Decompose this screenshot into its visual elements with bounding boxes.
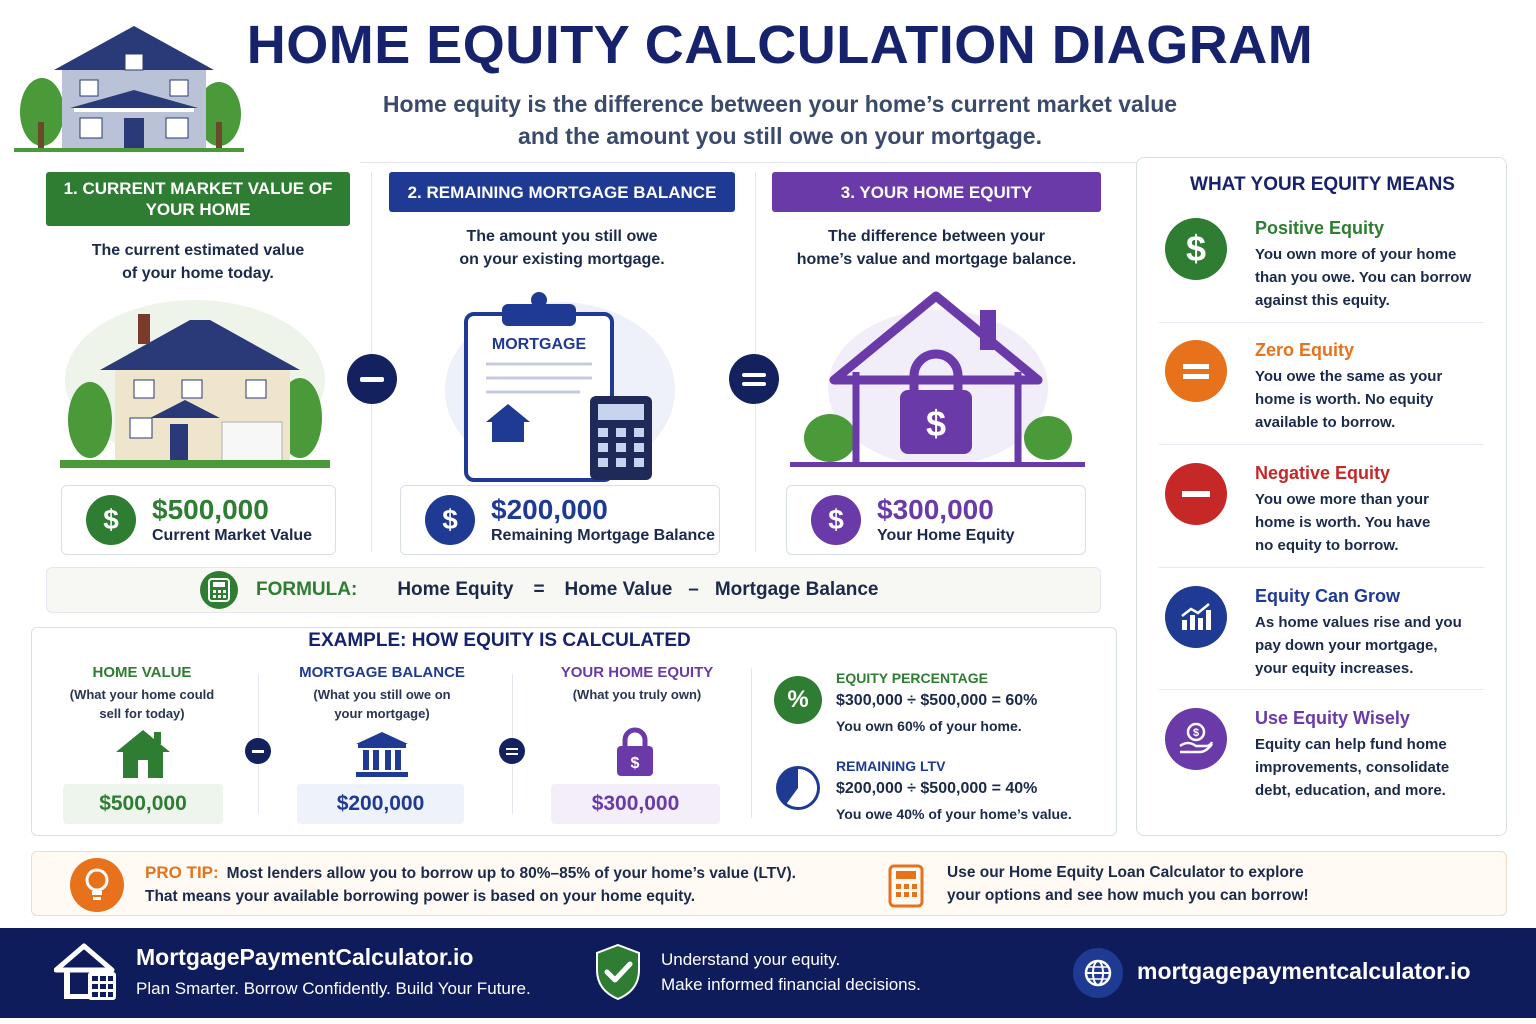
mortgage-document-label: MORTGAGE bbox=[491, 336, 587, 353]
remaining-balance-label: Remaining Mortgage Balance bbox=[491, 527, 716, 544]
equals-icon bbox=[499, 738, 525, 764]
use-equity-wisely-item: $ Use Equity Wisely Equity can help fund home improvements, consolidate debt, education, and more. bbox=[1165, 708, 1485, 802]
calculator-cta-text[interactable]: Use our Home Equity Loan Calculator to explore your options and see how much you can borrow! bbox=[947, 864, 1309, 904]
market-value-house-illustration bbox=[60, 300, 330, 470]
footer-tagline: Plan Smarter. Borrow Confidently. Build Your Future. bbox=[136, 979, 531, 998]
svg-text:$: $ bbox=[1192, 727, 1200, 739]
equals-icon bbox=[1165, 340, 1227, 402]
formula-label: FORMULA: bbox=[256, 579, 358, 600]
dollar-icon: $ bbox=[1165, 218, 1227, 280]
remaining-ltv-stat: REMAINING LTV $200,000 ÷ $500,000 = 40% You owe 40% of your home’s value. bbox=[836, 758, 1072, 822]
equity-meanings-panel bbox=[1136, 157, 1507, 836]
step-1-heading: 1. CURRENT MARKET VALUE OF YOUR HOME bbox=[46, 172, 350, 226]
zero-equity-item: Zero Equity You owe the same as your home is worth. No equity available to borrow. bbox=[1165, 340, 1485, 434]
formula-home-equity: Home Equity bbox=[397, 579, 514, 600]
remaining-balance-amount: $200,000 bbox=[491, 494, 608, 525]
house-icon bbox=[114, 728, 172, 783]
dollar-icon: $ bbox=[86, 495, 136, 545]
example-home-value-box: $500,000 bbox=[63, 784, 223, 824]
footer-brand-block bbox=[136, 944, 531, 999]
divider bbox=[1159, 567, 1484, 568]
formula-home-value: Home Value bbox=[564, 579, 673, 600]
lock-icon bbox=[615, 726, 655, 783]
header-house-illustration bbox=[14, 22, 244, 152]
divider bbox=[1159, 689, 1484, 690]
dollar-icon: $ bbox=[425, 495, 475, 545]
remaining-balance-card bbox=[400, 485, 720, 555]
home-equity-card bbox=[786, 485, 1086, 555]
pro-tip-label: PRO TIP: bbox=[145, 863, 219, 882]
mortgage-document-illustration bbox=[440, 290, 680, 482]
growth-chart-icon bbox=[1165, 586, 1227, 648]
minus-icon bbox=[245, 738, 271, 764]
svg-text:$: $ bbox=[925, 403, 947, 444]
step-3-description: The difference between your home’s value and mortgage balance. bbox=[796, 228, 1077, 268]
example-home-equity-box: $300,000 bbox=[551, 784, 720, 824]
current-market-value-card bbox=[61, 485, 336, 555]
calculator-icon bbox=[200, 571, 238, 609]
formula-bar bbox=[46, 567, 1101, 613]
shield-check-icon bbox=[593, 942, 643, 1007]
footer-brand[interactable]: MortgagePaymentCalculator.io bbox=[136, 944, 474, 970]
equity-meanings-title: WHAT YOUR EQUITY MEANS bbox=[1190, 174, 1455, 195]
pro-tip-banner bbox=[31, 851, 1507, 916]
home-equity-label: Your Home Equity bbox=[877, 527, 1015, 544]
step-2-description: The amount you still owe on your existing mortgage. bbox=[459, 228, 665, 268]
minus-icon bbox=[1165, 463, 1227, 525]
example-mortgage-balance-box: $200,000 bbox=[297, 784, 464, 824]
divider bbox=[1159, 444, 1484, 445]
home-equity-lock-illustration bbox=[790, 288, 1085, 468]
stats-divider bbox=[751, 668, 752, 818]
bank-icon bbox=[354, 730, 410, 783]
positive-equity-item: $ Positive Equity You own more of your home than you owe. You can borrow against this equity. bbox=[1165, 218, 1485, 312]
house-calculator-logo-icon bbox=[54, 942, 118, 1007]
equals-operator-icon bbox=[729, 354, 779, 404]
formula-mortgage-balance: Mortgage Balance bbox=[714, 579, 879, 600]
svg-text:$: $ bbox=[630, 755, 640, 772]
globe-icon bbox=[1073, 948, 1123, 998]
calculator-icon bbox=[888, 864, 924, 913]
negative-equity-item: Negative Equity You owe more than your home is worth. You have no equity to borrow. bbox=[1165, 463, 1485, 557]
home-equity-amount: $300,000 bbox=[877, 494, 994, 525]
example-panel bbox=[31, 627, 1117, 836]
example-home-equity: YOUR HOME EQUITY (What you truly own) bbox=[560, 664, 714, 702]
subtitle-underline bbox=[360, 162, 1180, 163]
pro-tip-text: PRO TIP: Most lenders allow you to borrow up to 80%–85% of your home’s value (LTV). That means your available borrowing power is based on your home equity. bbox=[145, 863, 796, 905]
current-market-value-amount: $500,000 bbox=[152, 494, 269, 525]
equity-percentage-stat: EQUITY PERCENTAGE $300,000 ÷ $500,000 = 60% You own 60% of your home. bbox=[836, 670, 1038, 734]
step-1-description: The current estimated value of your home today. bbox=[91, 242, 305, 282]
minus-operator-icon bbox=[347, 354, 397, 404]
footer-message: Understand your equity. Make informed financial decisions. bbox=[661, 950, 921, 994]
percent-icon: % bbox=[774, 676, 822, 724]
formula-equals: = bbox=[533, 579, 545, 600]
formula-minus: – bbox=[688, 579, 699, 600]
example-mortgage-balance: MORTGAGE BALANCE (What you still owe on your mortgage) bbox=[299, 664, 465, 721]
footer-website-link[interactable]: mortgagepaymentcalculator.io bbox=[1137, 958, 1471, 984]
dollar-icon: $ bbox=[811, 495, 861, 545]
footer bbox=[0, 928, 1536, 1018]
example-title: EXAMPLE: HOW EQUITY IS CALCULATED bbox=[308, 630, 691, 651]
divider bbox=[1159, 322, 1484, 323]
page-subtitle: Home equity is the difference between your home’s current market value and the amount you still owe on your mortgage. bbox=[382, 91, 1178, 149]
equity-can-grow-item: Equity Can Grow As home values rise and you pay down your mortgage, your equity increases. bbox=[1165, 586, 1485, 680]
step-2-heading: 2. REMAINING MORTGAGE BALANCE bbox=[389, 172, 735, 212]
step-3-heading: 3. YOUR HOME EQUITY bbox=[772, 172, 1101, 212]
page-title: HOME EQUITY CALCULATION DIAGRAM bbox=[246, 15, 1314, 75]
lightbulb-icon bbox=[70, 858, 124, 912]
current-market-value-label: Current Market Value bbox=[152, 527, 313, 544]
example-home-value: HOME VALUE (What your home could sell for today) bbox=[69, 664, 215, 721]
hand-dollar-icon bbox=[1165, 708, 1227, 770]
pie-chart-icon bbox=[774, 764, 822, 812]
